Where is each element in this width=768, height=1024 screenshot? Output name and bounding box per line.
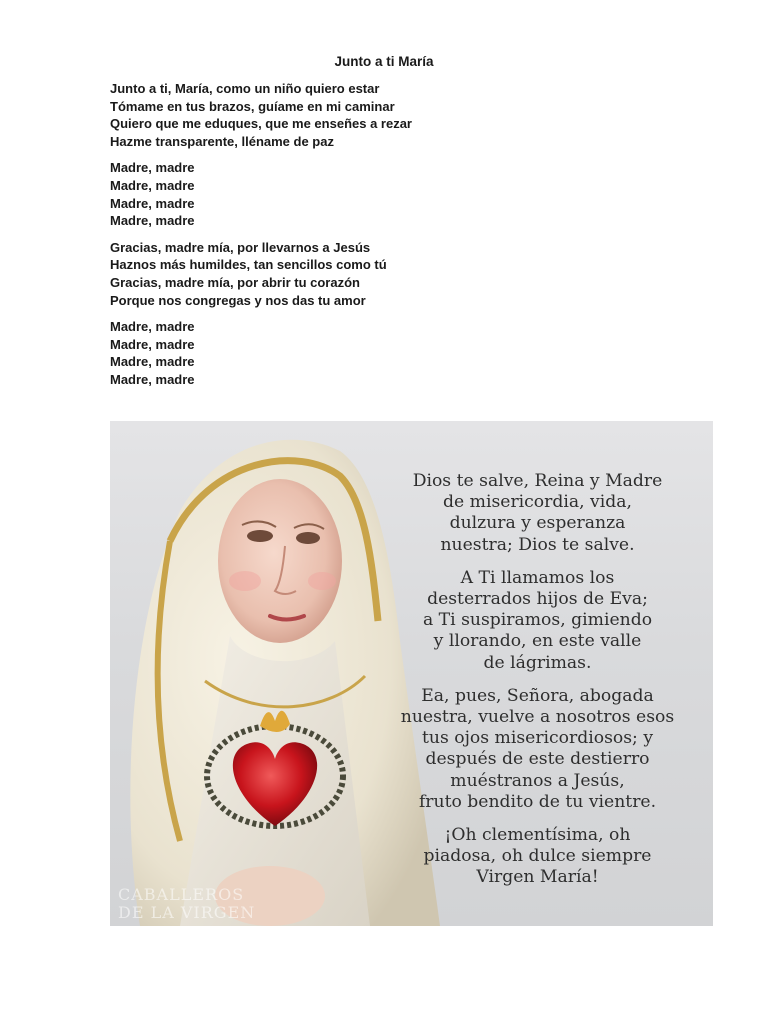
prayer-line: desterrados hijos de Eva;	[427, 589, 648, 610]
prayer-line: piadosa, oh dulce siempre	[423, 846, 652, 867]
prayer-line: Virgen María!	[476, 867, 599, 888]
lyric-line: Madre, madre	[110, 319, 195, 335]
prayer-line: dulzura y esperanza	[449, 513, 626, 534]
lyric-line: Hazme transparente, lléname de paz	[110, 133, 334, 149]
prayer-line: de misericordia, vida,	[443, 492, 632, 513]
prayer-line: muéstranos a Jesús,	[450, 770, 625, 791]
prayer-line: nuestra, vuelve a nosotros esos	[400, 707, 675, 728]
prayer-line: de lágrimas.	[483, 652, 592, 673]
lyric-line: Quiero que me eduques, que me enseñes a rezar	[110, 116, 412, 132]
prayer-line: ¡Oh clementísima, oh	[444, 825, 631, 846]
lyric-line: Madre, madre	[110, 371, 195, 387]
lyric-line: Haznos más humildes, tan sencillos como tú	[110, 257, 387, 273]
lyric-line: Junto a ti, María, como un niño quiero estar	[110, 81, 380, 96]
stanza-3	[110, 239, 670, 309]
prayer-text	[365, 471, 710, 901]
lyric-line: Madre, madre	[110, 195, 195, 211]
prayer-paragraph-2	[365, 568, 710, 674]
prayer-image	[110, 421, 713, 926]
lyric-line: Madre, madre	[110, 354, 195, 370]
prayer-line: Ea, pues, Señora, abogada	[421, 685, 654, 706]
lyric-line: Madre, madre	[110, 336, 195, 352]
watermark	[118, 886, 255, 922]
prayer-line: nuestra; Dios te salve.	[440, 534, 635, 555]
lyric-line: Madre, madre	[110, 160, 195, 176]
lyric-line: Madre, madre	[110, 177, 195, 193]
prayer-line: tus ojos misericordiosos; y	[421, 728, 654, 749]
prayer-paragraph-1	[365, 471, 710, 556]
prayer-line: Dios te salve, Reina y Madre	[412, 471, 663, 491]
lyric-line: Porque nos congregas y nos das tu amor	[110, 292, 366, 308]
document-title: Junto a ti María	[334, 54, 434, 69]
watermark-line: CABALLEROS	[118, 885, 245, 904]
lyric-line: Tómame en tus brazos, guíame en mi caminar	[110, 98, 395, 114]
prayer-line: y llorando, en este valle	[433, 631, 642, 652]
lyric-line: Madre, madre	[110, 213, 195, 229]
prayer-paragraph-3	[365, 686, 710, 813]
lyrics	[110, 80, 670, 398]
stanza-2	[110, 159, 670, 229]
prayer-line: a Ti suspiramos, gimiendo	[422, 610, 653, 631]
lyric-line: Gracias, madre mía, por abrir tu corazón	[110, 274, 360, 290]
lyric-line: Gracias, madre mía, por llevarnos a Jesús	[110, 239, 371, 255]
prayer-line: A Ti llamamos los	[460, 567, 615, 588]
stanza-1	[110, 80, 670, 150]
prayer-paragraph-4	[365, 825, 710, 889]
watermark-line: DE LA VIRGEN	[118, 903, 256, 922]
stanza-4	[110, 318, 670, 388]
prayer-line: después de este destierro	[425, 749, 650, 770]
prayer-line: fruto bendito de tu vientre.	[418, 791, 657, 812]
